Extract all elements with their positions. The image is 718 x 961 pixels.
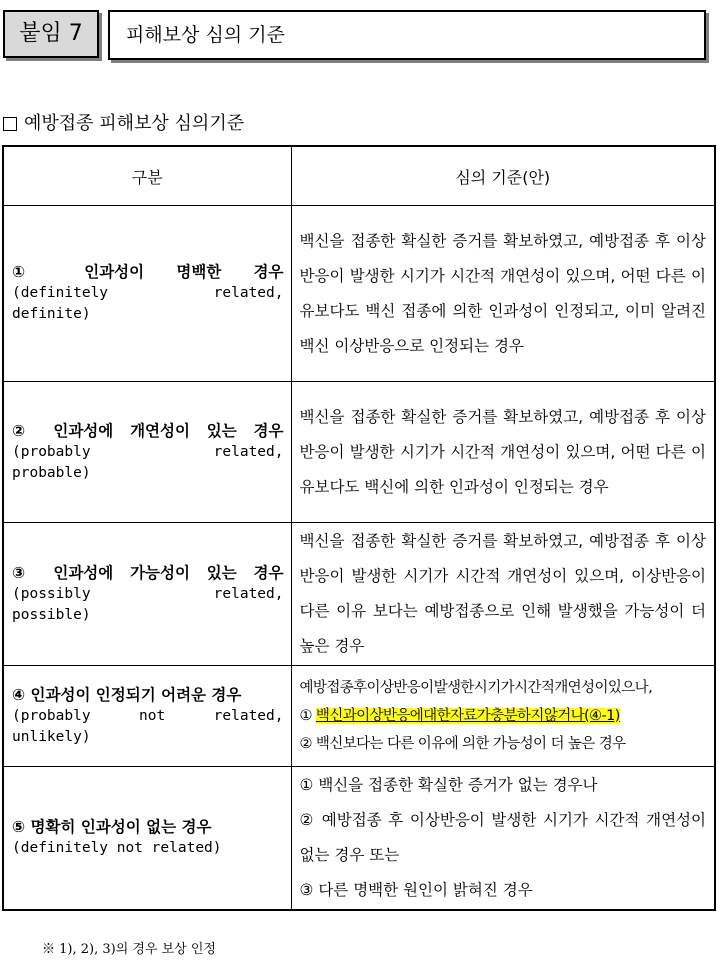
criteria-line: 예방접종후이상반응이발생한시기가시간적개연성이있으나, — [299, 680, 653, 696]
category-en: unlikely) — [12, 728, 91, 745]
category-cell — [3, 382, 291, 523]
table-row — [3, 382, 715, 523]
table-row — [3, 523, 715, 666]
section-heading — [3, 112, 244, 136]
category-en: possible) — [12, 606, 91, 623]
col-header-category: 구분 — [3, 146, 291, 206]
criteria-item: ③ 다른 명백한 원인이 밝혀진 경우 — [299, 881, 533, 899]
criteria-item: ② 백신보다는 다른 이유에 의한 가능성이 더 높은 경우 — [299, 736, 626, 752]
category-ko: ④ 인과성이 인정되기 어려운 경우 — [12, 685, 242, 704]
item-number: ① — [299, 708, 312, 724]
criteria-cell — [291, 523, 715, 666]
table-row — [3, 767, 715, 911]
category-cell — [3, 206, 291, 382]
highlighted-text: 백신과이상반응에대한자료가충분하지않거나(④-1) — [315, 708, 620, 724]
category-ko: ① 인과성이 명백한 경우 — [12, 263, 284, 281]
criteria-text: 백신을 접종한 확실한 증거를 확보하였고, 예방접종 후 이상반응이 발생한 시기가 시간적 개연성이 있으며, 어떤 다른 이유보다도 백신 접종에 의한 인과성이 인정되고, 이미 알려진 백신 이상반응으로 인정되는 경우 — [299, 231, 706, 355]
criteria-item: ② 예방접종 후 이상반응이 발생한 시기가 시간적 개연성이 없는 경우 또는 — [299, 811, 706, 864]
category-ko: ③ 인과성에 가능성이 있는 경우 — [12, 563, 284, 582]
category-ko: ② 인과성에 개연성이 있는 경우 — [12, 421, 284, 440]
category-ko: ⑤ 명확히 인과성이 없는 경우 — [12, 818, 212, 836]
criteria-item — [300, 702, 707, 730]
criteria-cell — [291, 382, 715, 523]
category-cell — [3, 767, 291, 911]
category-en: (probably not related, — [12, 707, 284, 724]
category-cell — [3, 523, 291, 666]
criteria-text: 백신을 접종한 확실한 증거를 확보하였고, 예방접종 후 이상반응이 발생한 시기가 시간적 개연성이 있으며, 어떤 다른 이유보다도 백신에 의한 인과성이 인정되는 경우 — [299, 407, 706, 496]
section-title: 예방접종 피해보상 심의기준 — [24, 113, 245, 134]
criteria-cell — [291, 666, 715, 767]
category-en: definite) — [12, 306, 91, 322]
footnote: ※ 1), 2), 3)의 경우 보상 인정 — [42, 942, 216, 957]
criteria-text: 백신을 접종한 확실한 증거를 확보하였고, 예방접종 후 이상반응이 발생한 시기가 시간적 개연성이 있으며, 이상반응이 다른 이유 보다는 예방접종으로 인해 발생했을 가능성이 더 높은 경우 — [299, 532, 706, 655]
table-row — [3, 666, 715, 767]
category-en: (probably related, — [12, 443, 284, 460]
table-row — [3, 206, 715, 382]
criteria-table — [2, 145, 716, 911]
table-header-row — [3, 146, 715, 206]
category-en: (definitely not related) — [12, 840, 222, 856]
page-title: 피해보상 심의 기준 — [108, 10, 706, 60]
criteria-item: ① 백신을 접종한 확실한 증거가 없는 경우나 — [299, 776, 598, 794]
category-en: (definitely related, — [12, 285, 284, 301]
category-cell — [3, 666, 291, 767]
col-header-criteria: 심의 기준(안) — [291, 146, 715, 206]
criteria-cell — [291, 206, 715, 382]
category-en: (possibly related, — [12, 585, 284, 602]
attachment-tag: 붙임 7 — [3, 10, 99, 58]
checkbox-square — [3, 117, 17, 131]
category-en: probable) — [12, 464, 91, 481]
criteria-cell — [291, 767, 715, 911]
